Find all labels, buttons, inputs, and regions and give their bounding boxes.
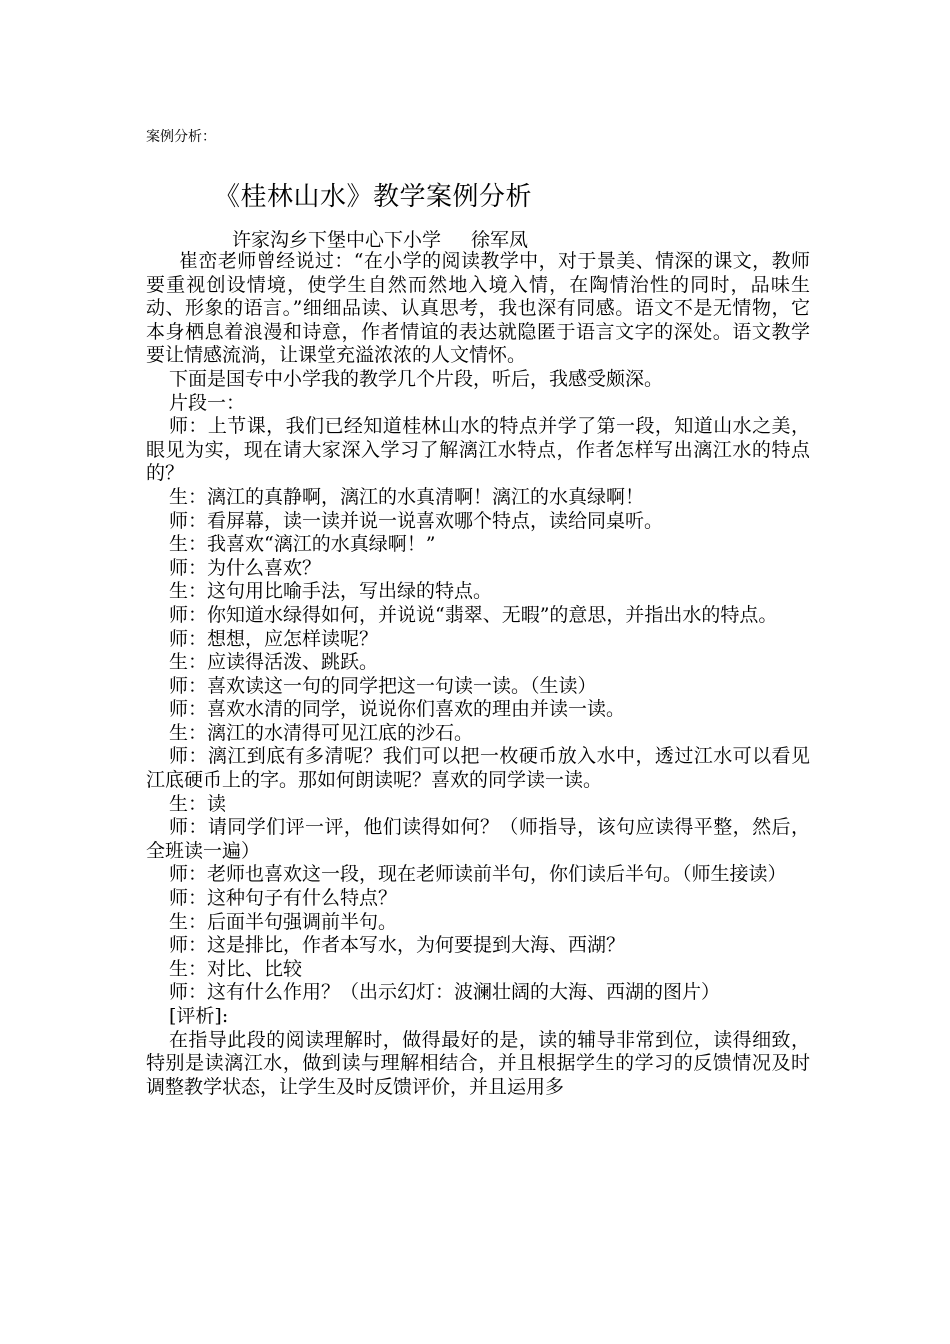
paragraph: 下面是国专中小学我的教学几个片段，听后，我感受颇深。 — [169, 367, 664, 390]
document-body — [146, 250, 810, 1099]
paragraph: 生：我喜欢“漓江的水真绿啊！” — [169, 533, 436, 556]
paragraph: 生：应读得活泼、跳跃。 — [169, 651, 379, 674]
paragraph: 师：漓江到底有多清呢？我们可以把一枚硬币放入水中，透过江水可以看见江底硬币上的字。那如何朗读呢？喜欢的同学读一读。 — [146, 745, 810, 792]
paragraph: 师：这种句子有什么特点？ — [169, 887, 398, 910]
school-name: 许家沟乡下堡中心下小学 — [232, 229, 442, 251]
paragraph: 师：老师也喜欢这一段，现在老师读前半句，你们读后半句。（师生接读） — [169, 863, 787, 886]
paragraph: 崔峦老师曾经说过：“在小学的阅读教学中，对于景美、情深的课文，教师要重视创设情境，使学生自然而然地入境入情，在陶情治性的同时，品味生动、形象的语言。”细细品读、认真思考，我也深有同感。语文不是无情物，它本身栖息着浪漫和诗意，作者情谊的表达就隐匿于语言文字的深处。语文教学要让情感流淌，让课堂充溢浓浓的人文情怀。 — [146, 250, 810, 367]
paragraph: 师：想想，应怎样读呢？ — [169, 627, 379, 650]
paragraph: 师：这是排比，作者本写水，为何要提到大海、西湖？ — [169, 934, 626, 957]
section-label: 案例分析： — [146, 129, 216, 145]
paragraph: [评析]: — [169, 1005, 229, 1027]
paragraph: 师：为什么喜欢？ — [169, 556, 322, 579]
paragraph: 生：后面半句强调前半句。 — [169, 910, 398, 933]
paragraph: 师：请同学们评一评，他们读得如何？（师指导，该句应读得平整，然后，全班读一遍） — [146, 816, 810, 862]
paragraph: 生：漓江的水清得可见江底的沙石。 — [169, 721, 474, 744]
paragraph: 师：这有什么作用？（出示幻灯：波澜壮阔的大海、西湖的图片） — [169, 981, 721, 1004]
author-name: 徐军凤 — [471, 229, 529, 251]
paragraph: 师：上节课，我们已经知道桂林山水的特点并学了第一段，知道山水之美，眼见为实，现在请大家深入学习了解漓江水特点，作者怎样写出漓江水的特点的？ — [146, 415, 810, 485]
paragraph: 生：这句用比喻手法，写出绿的特点。 — [169, 580, 493, 603]
byline — [232, 228, 528, 252]
paragraph: 师：你知道水绿得如何，并说说“翡翠、无暇”的意思，并指出水的特点。 — [169, 603, 778, 626]
paragraph: 在指导此段的阅读理解时，做得最好的是，读的辅导非常到位，读得细致，特别是读漓江水，做到读与理解相结合，并且根据学生的学习的反馈情况及时调整教学状态，让学生及时反馈评价，并且运用多 — [146, 1028, 810, 1098]
paragraph: 生：对比、比较 — [169, 957, 303, 980]
paragraph: 生：读 — [169, 792, 227, 815]
paragraph: 师：喜欢水清的同学，说说你们喜欢的理由并读一读。 — [169, 698, 626, 721]
paragraph: 片段一： — [169, 391, 246, 414]
paragraph: 师：看屏幕，读一读并说一说喜欢哪个特点，读给同桌听。 — [169, 509, 664, 532]
paragraph: 师：喜欢读这一句的同学把这一句读一读。（生读） — [169, 674, 597, 697]
paragraph: 生：漓江的真静啊，漓江的水真清啊！漓江的水真绿啊！ — [169, 485, 645, 508]
document-title: 《桂林山水》教学案例分析 — [214, 182, 533, 212]
